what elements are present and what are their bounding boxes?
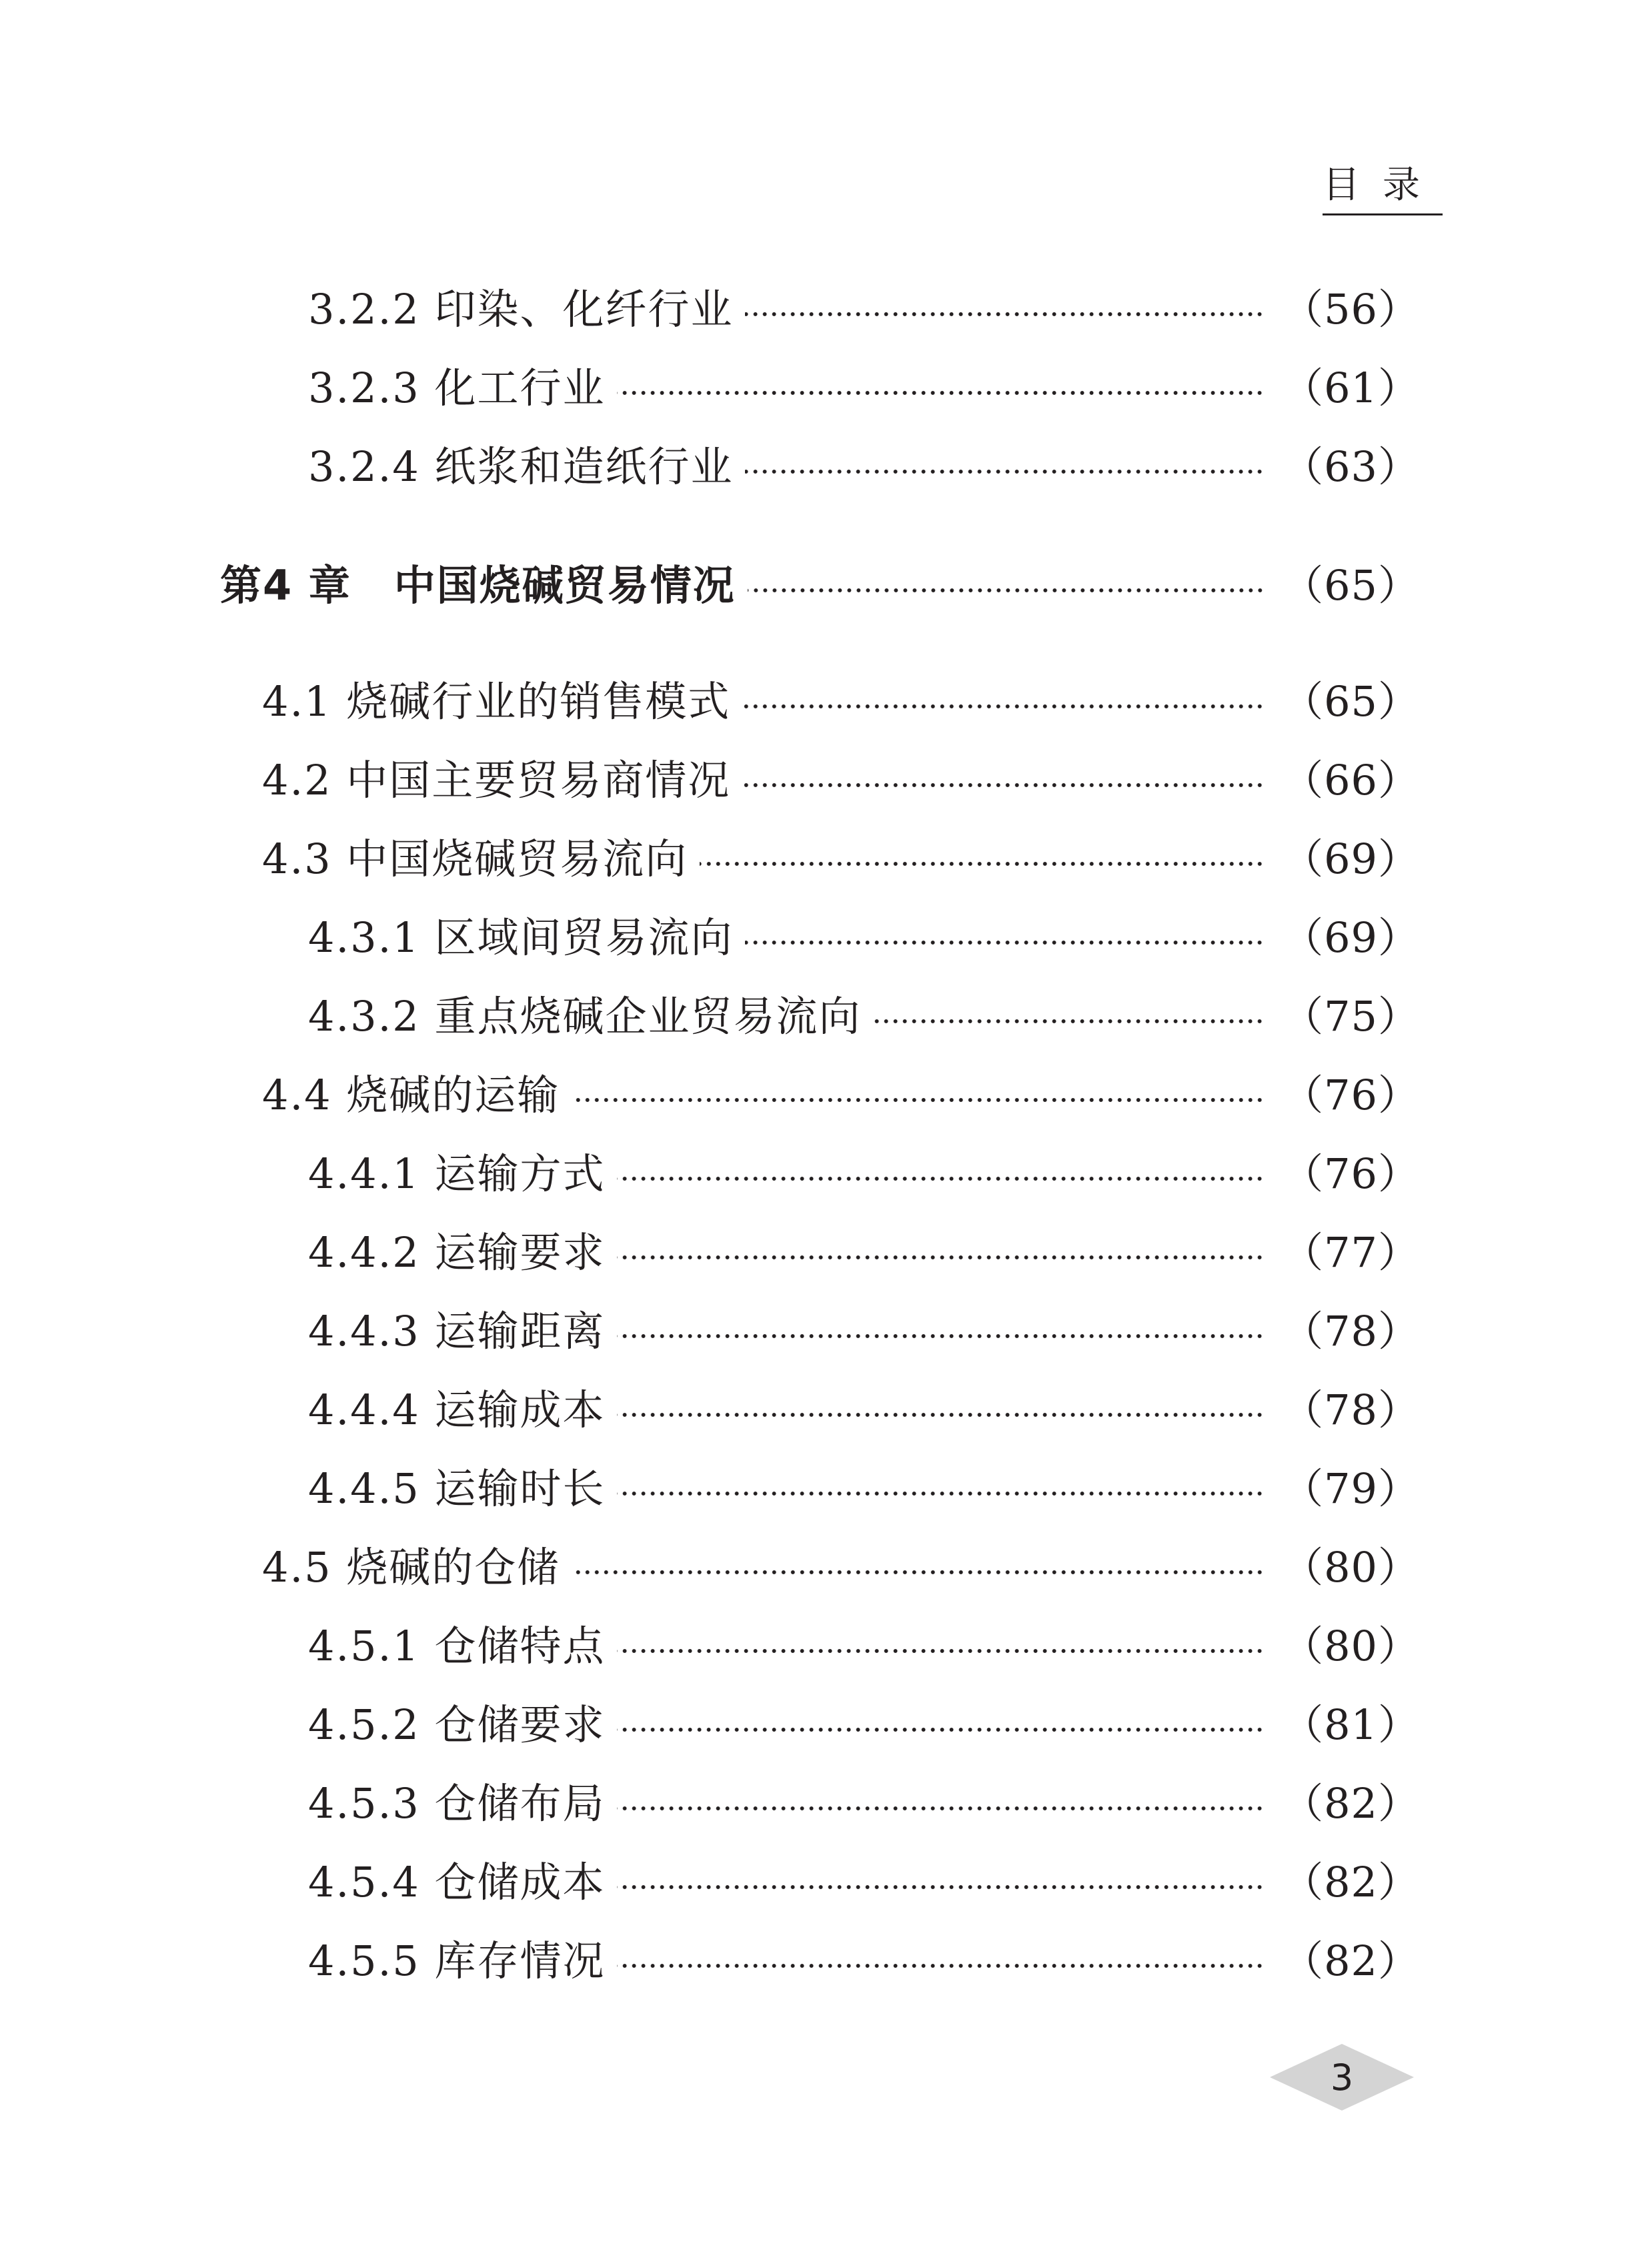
- dot-leader: [572, 1569, 1265, 1576]
- dot-leader: [617, 390, 1265, 396]
- toc-entry-page: （77）: [1282, 1228, 1420, 1277]
- toc-entry-4-2[interactable]: [0, 754, 1420, 807]
- toc-entry-page: （82）: [1282, 1779, 1420, 1828]
- dot-leader: [748, 587, 1265, 594]
- toc-entry-4-4-4[interactable]: [0, 1383, 1420, 1437]
- toc-entry-page: （76）: [1282, 1149, 1420, 1198]
- toc-entry-page: （79）: [1282, 1464, 1420, 1513]
- toc-entry-label: 4.5.4 仓储成本: [308, 1858, 606, 1906]
- dot-leader: [617, 1411, 1265, 1418]
- toc-entry-4-3-2[interactable]: [0, 990, 1420, 1043]
- toc-entry-4-4-1[interactable]: [0, 1147, 1420, 1201]
- dot-leader: [745, 939, 1265, 946]
- toc-entry-4-4-3[interactable]: [0, 1305, 1420, 1358]
- dot-leader: [617, 1884, 1265, 1890]
- toc-entry-page: （65）: [1282, 561, 1420, 610]
- toc-entry-4-5-4[interactable]: [0, 1856, 1420, 1909]
- toc-entry-4-4[interactable]: [0, 1069, 1420, 1122]
- toc-entry-label: 4.5.3 仓储布局: [308, 1779, 606, 1828]
- toc-entry-label: 4.3 中国烧碱贸易流向: [262, 834, 688, 883]
- dot-leader: [617, 1175, 1265, 1182]
- toc-entry-page: （66）: [1282, 756, 1420, 804]
- toc-entry-page: （80）: [1282, 1622, 1420, 1670]
- toc-entry-label: 4.4.2 运输要求: [308, 1228, 606, 1277]
- toc-entry-label: 4.4.1 运输方式: [308, 1149, 606, 1198]
- toc-entry-label: 4.3.1 区域间贸易流向: [308, 913, 734, 962]
- toc-entry-label: 4.4 烧碱的运输: [262, 1071, 560, 1119]
- toc-entry-page: （78）: [1282, 1385, 1420, 1434]
- dot-leader: [617, 1254, 1265, 1261]
- dot-leader: [572, 1097, 1265, 1103]
- toc-entry-page: （78）: [1282, 1307, 1420, 1355]
- toc-entry-4-5-3[interactable]: [0, 1777, 1420, 1830]
- dot-leader: [700, 861, 1265, 867]
- toc-entry-label: 4.4.4 运输成本: [308, 1385, 606, 1434]
- dot-leader: [617, 1805, 1265, 1812]
- page-number-badge: [1269, 2043, 1415, 2112]
- toc-chapter-label: 第4 章 中国烧碱贸易情况: [220, 561, 736, 610]
- dot-leader: [742, 782, 1265, 788]
- toc-chapter-4[interactable]: [0, 559, 1420, 612]
- toc-entry-label: 4.5 烧碱的仓储: [262, 1543, 560, 1592]
- toc-entry-4-5[interactable]: [0, 1541, 1420, 1594]
- toc-entry-page: （82）: [1282, 1858, 1420, 1906]
- page-number: 3: [1330, 2056, 1354, 2099]
- toc-entry-4-3[interactable]: [0, 832, 1420, 886]
- toc-entry-4-5-1[interactable]: [0, 1620, 1420, 1673]
- toc-entry-label: 4.1 烧碱行业的销售模式: [262, 677, 731, 726]
- toc-entry-4-5-2[interactable]: [0, 1698, 1420, 1752]
- toc-entry-label: 3.2.4 纸浆和造纸行业: [308, 442, 734, 491]
- toc-entry-label: 4.5.1 仓储特点: [308, 1622, 606, 1670]
- toc-entry-label: 3.2.2 印染、化纤行业: [308, 285, 734, 334]
- toc-entry-4-4-2[interactable]: [0, 1226, 1420, 1279]
- toc-entry-page: （82）: [1282, 1936, 1420, 1985]
- toc-entry-4-3-1[interactable]: [0, 911, 1420, 965]
- toc-entry-4-1[interactable]: [0, 675, 1420, 728]
- toc-entry-3-2-3[interactable]: [0, 362, 1420, 415]
- toc-entry-label: 4.3.2 重点烧碱企业贸易流向: [308, 992, 862, 1041]
- toc-entry-label: 4.4.5 运输时长: [308, 1464, 606, 1513]
- toc-entry-page: （76）: [1282, 1071, 1420, 1119]
- toc-entry-page: （61）: [1282, 364, 1420, 412]
- dot-leader: [617, 1726, 1265, 1733]
- toc-entry-page: （69）: [1282, 913, 1420, 962]
- toc-entry-label: 4.2 中国主要贸易商情况: [262, 756, 731, 804]
- dot-leader: [745, 311, 1265, 318]
- toc-entry-page: （80）: [1282, 1543, 1420, 1592]
- toc-entry-4-4-5[interactable]: [0, 1462, 1420, 1516]
- dot-leader: [617, 1962, 1265, 1969]
- toc-entry-page: （69）: [1282, 834, 1420, 883]
- toc-entry-page: （56）: [1282, 285, 1420, 334]
- toc-entry-page: （75）: [1282, 992, 1420, 1041]
- toc-entry-3-2-4[interactable]: [0, 440, 1420, 494]
- dot-leader: [617, 1490, 1265, 1497]
- dot-leader: [745, 468, 1265, 475]
- toc-entry-label: 4.5.2 仓储要求: [308, 1700, 606, 1749]
- dot-leader: [873, 1018, 1265, 1025]
- dot-leader: [617, 1333, 1265, 1339]
- dot-leader: [742, 703, 1265, 710]
- toc-entry-4-5-5[interactable]: [0, 1934, 1420, 1988]
- toc-entry-page: （63）: [1282, 442, 1420, 491]
- dot-leader: [617, 1648, 1265, 1654]
- toc-entry-label: 3.2.3 化工行业: [308, 364, 606, 412]
- toc-entry-page: （65）: [1282, 677, 1420, 726]
- toc-entry-label: 4.5.5 库存情况: [308, 1936, 606, 1985]
- running-header: 目录: [1323, 167, 1443, 215]
- toc-entry-page: （81）: [1282, 1700, 1420, 1749]
- toc-entry-label: 4.4.3 运输距离: [308, 1307, 606, 1355]
- toc-entry-3-2-2[interactable]: [0, 283, 1420, 336]
